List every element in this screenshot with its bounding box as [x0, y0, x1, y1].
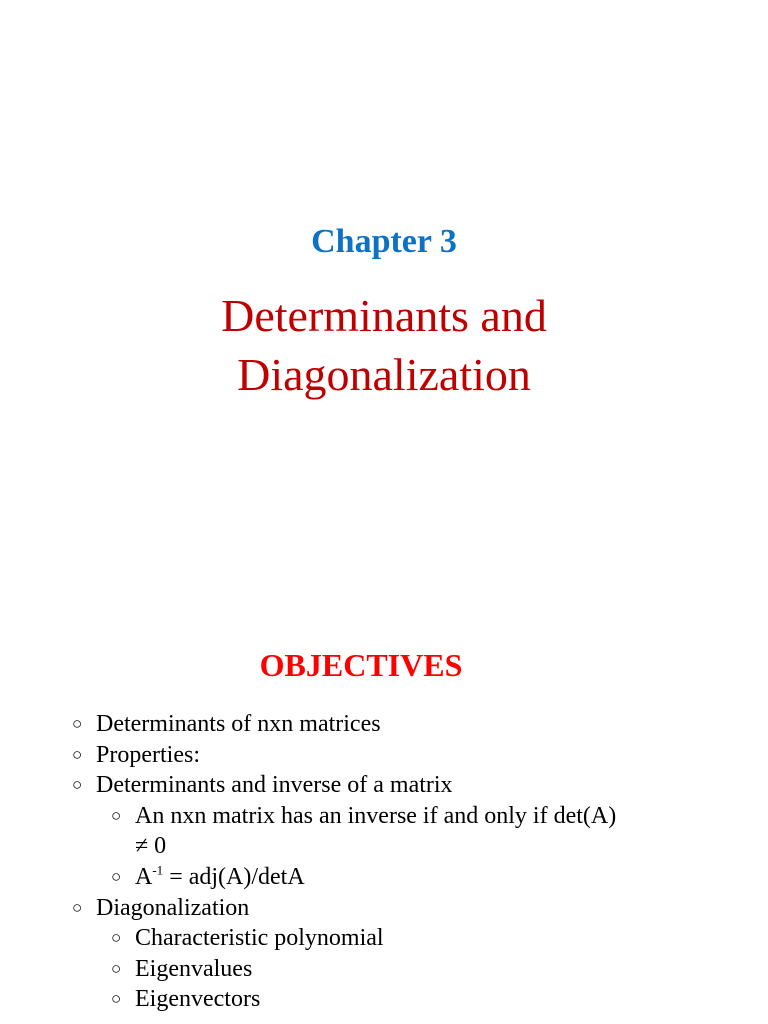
title-line-2: Diagonalization — [237, 349, 531, 400]
item-text: An nxn matrix has an inverse if and only if det(A) — [135, 802, 617, 829]
list-item — [0, 893, 768, 924]
bullet-icon: ○ — [72, 897, 83, 917]
list-item — [0, 740, 768, 771]
bullet-icon: ○ — [72, 775, 83, 795]
item-text: Characteristic polynomial — [135, 925, 384, 952]
list-item — [0, 709, 768, 740]
list-item — [0, 862, 768, 893]
formula-rest: = adj(A)/detA — [163, 863, 305, 890]
bullet-icon: ○ — [111, 805, 122, 825]
list-item — [0, 954, 768, 985]
bullet-icon: ○ — [111, 928, 122, 948]
title-line-1: Determinants and — [221, 290, 547, 341]
bullet-icon: ○ — [72, 744, 83, 764]
item-text: Eigenvalues — [135, 955, 253, 982]
chapter-heading: Chapter 3 — [311, 223, 457, 260]
objectives-list — [0, 709, 768, 1015]
item-text: Determinants of nxn matrices — [96, 711, 381, 737]
slide-title — [0, 286, 768, 404]
bullet-icon: ○ — [111, 866, 122, 886]
bullet-icon: ○ — [111, 989, 122, 1009]
bullet-icon: ○ — [72, 714, 83, 733]
objectives-heading: OBJECTIVES — [259, 647, 463, 683]
list-item — [0, 923, 768, 954]
list-item — [0, 770, 768, 801]
bullet-icon: ○ — [111, 958, 122, 978]
formula-superscript: -1 — [152, 862, 164, 878]
item-text: Determinants and inverse of a matrix — [96, 772, 453, 799]
list-item — [0, 801, 768, 862]
item-text-continued: ≠ 0 — [135, 833, 167, 860]
list-item — [0, 984, 768, 1015]
item-text: Properties: — [96, 741, 200, 768]
item-text: Eigenvectors — [135, 986, 261, 1013]
item-text: Diagonalization — [96, 894, 250, 921]
formula-base: A — [135, 863, 153, 890]
